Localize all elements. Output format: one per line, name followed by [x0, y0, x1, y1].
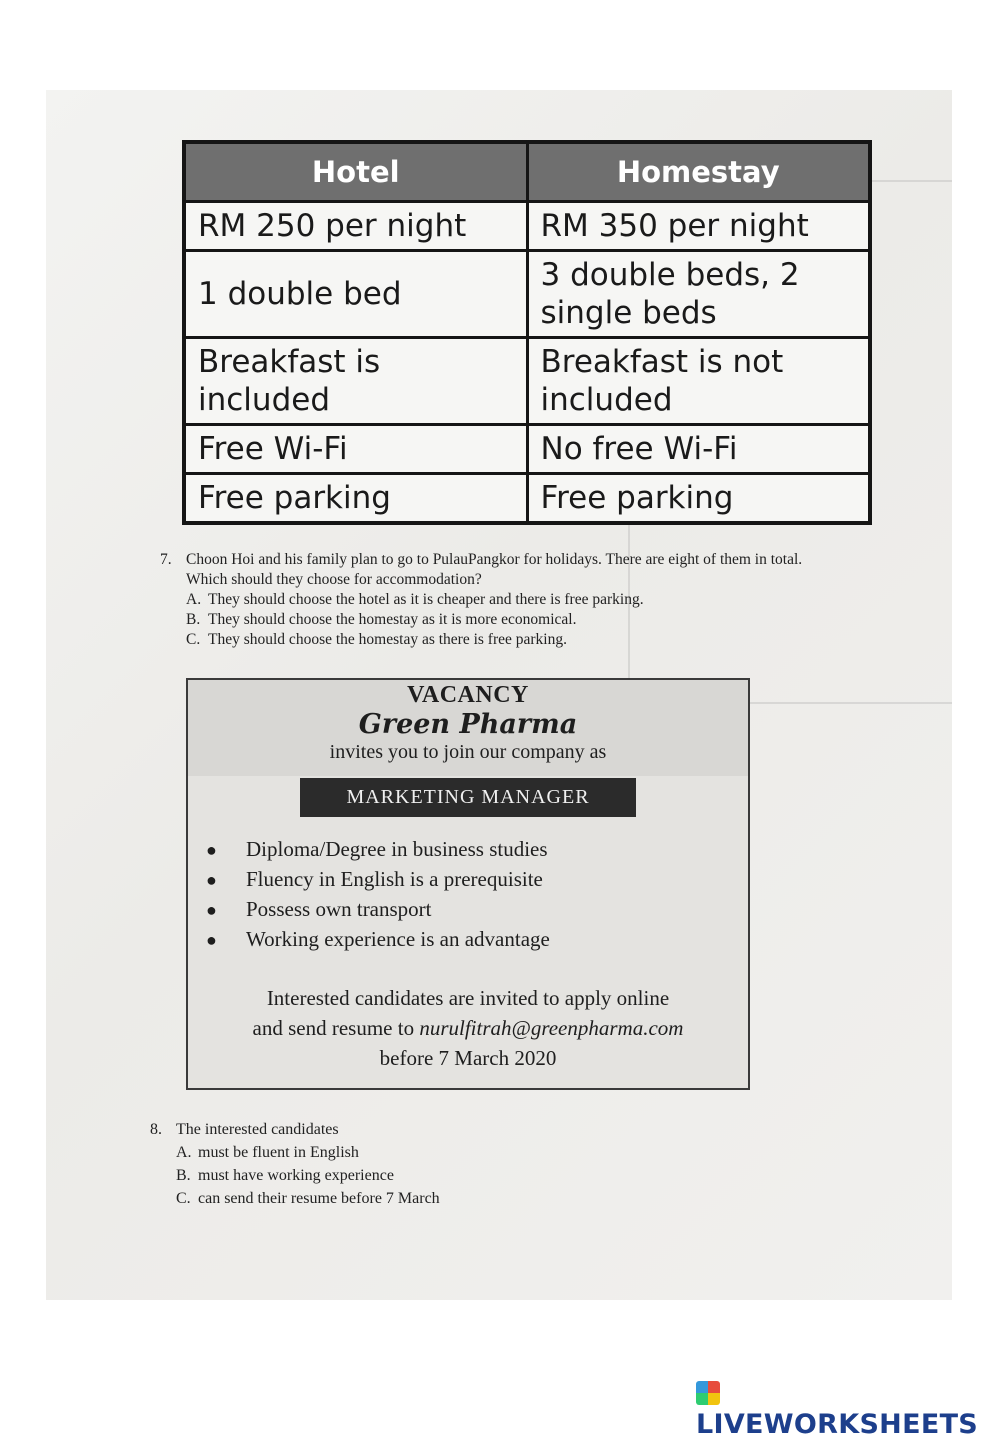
- table-cell: No free Wi-Fi: [527, 425, 870, 474]
- ad-invite: invites you to join our company as: [329, 741, 607, 763]
- option-c[interactable]: C. They should choose the homestay as there is free parking.: [186, 631, 567, 648]
- table-cell: Free parking: [527, 474, 870, 524]
- table-row: [184, 474, 870, 524]
- requirements-list: [206, 835, 748, 955]
- bullet-icon: ●: [206, 900, 217, 920]
- option-b[interactable]: B. must have working experience: [176, 1167, 394, 1184]
- table-cell: RM 350 per night: [527, 202, 870, 251]
- table-cell: Breakfast is included: [184, 338, 527, 425]
- question-stem: Choon Hoi and his family plan to go to PulauPangkor for holidays. There are eight of them in total.: [186, 551, 803, 568]
- list-item: ● Possess own transport: [206, 895, 748, 925]
- option-b[interactable]: B. They should choose the homestay as it is more economical.: [186, 611, 577, 628]
- company-name: Green Pharma: [358, 709, 578, 740]
- header-homestay: Homestay: [527, 142, 870, 202]
- vacancy-advertisement: [186, 678, 750, 1090]
- question-stem: The interested candidates: [176, 1121, 339, 1138]
- bullet-icon: ●: [206, 870, 217, 890]
- table-cell: Breakfast is not included: [527, 338, 870, 425]
- question-number: 8.: [150, 1121, 162, 1138]
- liveworksheets-logo-icon: [696, 1381, 720, 1405]
- list-item: ● Fluency in English is a prerequisite: [206, 865, 748, 895]
- table-row: [184, 251, 870, 338]
- table-cell: Free Wi-Fi: [184, 425, 527, 474]
- header-hotel: Hotel: [184, 142, 527, 202]
- table-row: [184, 338, 870, 425]
- table-header-row: [184, 142, 870, 202]
- application-instructions: Interested candidates are invited to apply online and send resume to nurulfitrah@greenpharma.com before 7 March 2020: [252, 986, 684, 1070]
- question-7: [160, 550, 940, 650]
- table-cell: RM 250 per night: [184, 202, 527, 251]
- table-cell: 3 double beds, 2 single beds: [527, 251, 870, 338]
- question-8: [150, 1118, 750, 1210]
- question-number: 7.: [160, 551, 172, 568]
- list-item: ● Working experience is an advantage: [206, 925, 748, 955]
- accommodation-table: [182, 140, 872, 525]
- ad-title: VACANCY: [407, 682, 529, 708]
- liveworksheets-brand[interactable]: LIVEWORKSHEETS: [696, 1378, 1000, 1440]
- table-cell: Free parking: [184, 474, 527, 524]
- option-c[interactable]: C. can send their resume before 7 March: [176, 1190, 440, 1207]
- question-stem-continued: Which should they choose for accommodation?: [186, 571, 482, 588]
- table-cell: 1 double bed: [184, 251, 527, 338]
- list-item: ● Diploma/Degree in business studies: [206, 835, 748, 865]
- table-row: [184, 425, 870, 474]
- bullet-icon: ●: [206, 840, 217, 860]
- job-role-banner: MARKETING MANAGER: [300, 778, 636, 817]
- worksheet-photo: [46, 90, 952, 1300]
- bullet-icon: ●: [206, 930, 217, 950]
- option-a[interactable]: A. must be fluent in English: [176, 1144, 359, 1161]
- table-row: [184, 202, 870, 251]
- option-a[interactable]: A. They should choose the hotel as it is cheaper and there is free parking.: [186, 591, 644, 608]
- contact-email[interactable]: nurulfitrah@greenpharma.com: [419, 1016, 684, 1040]
